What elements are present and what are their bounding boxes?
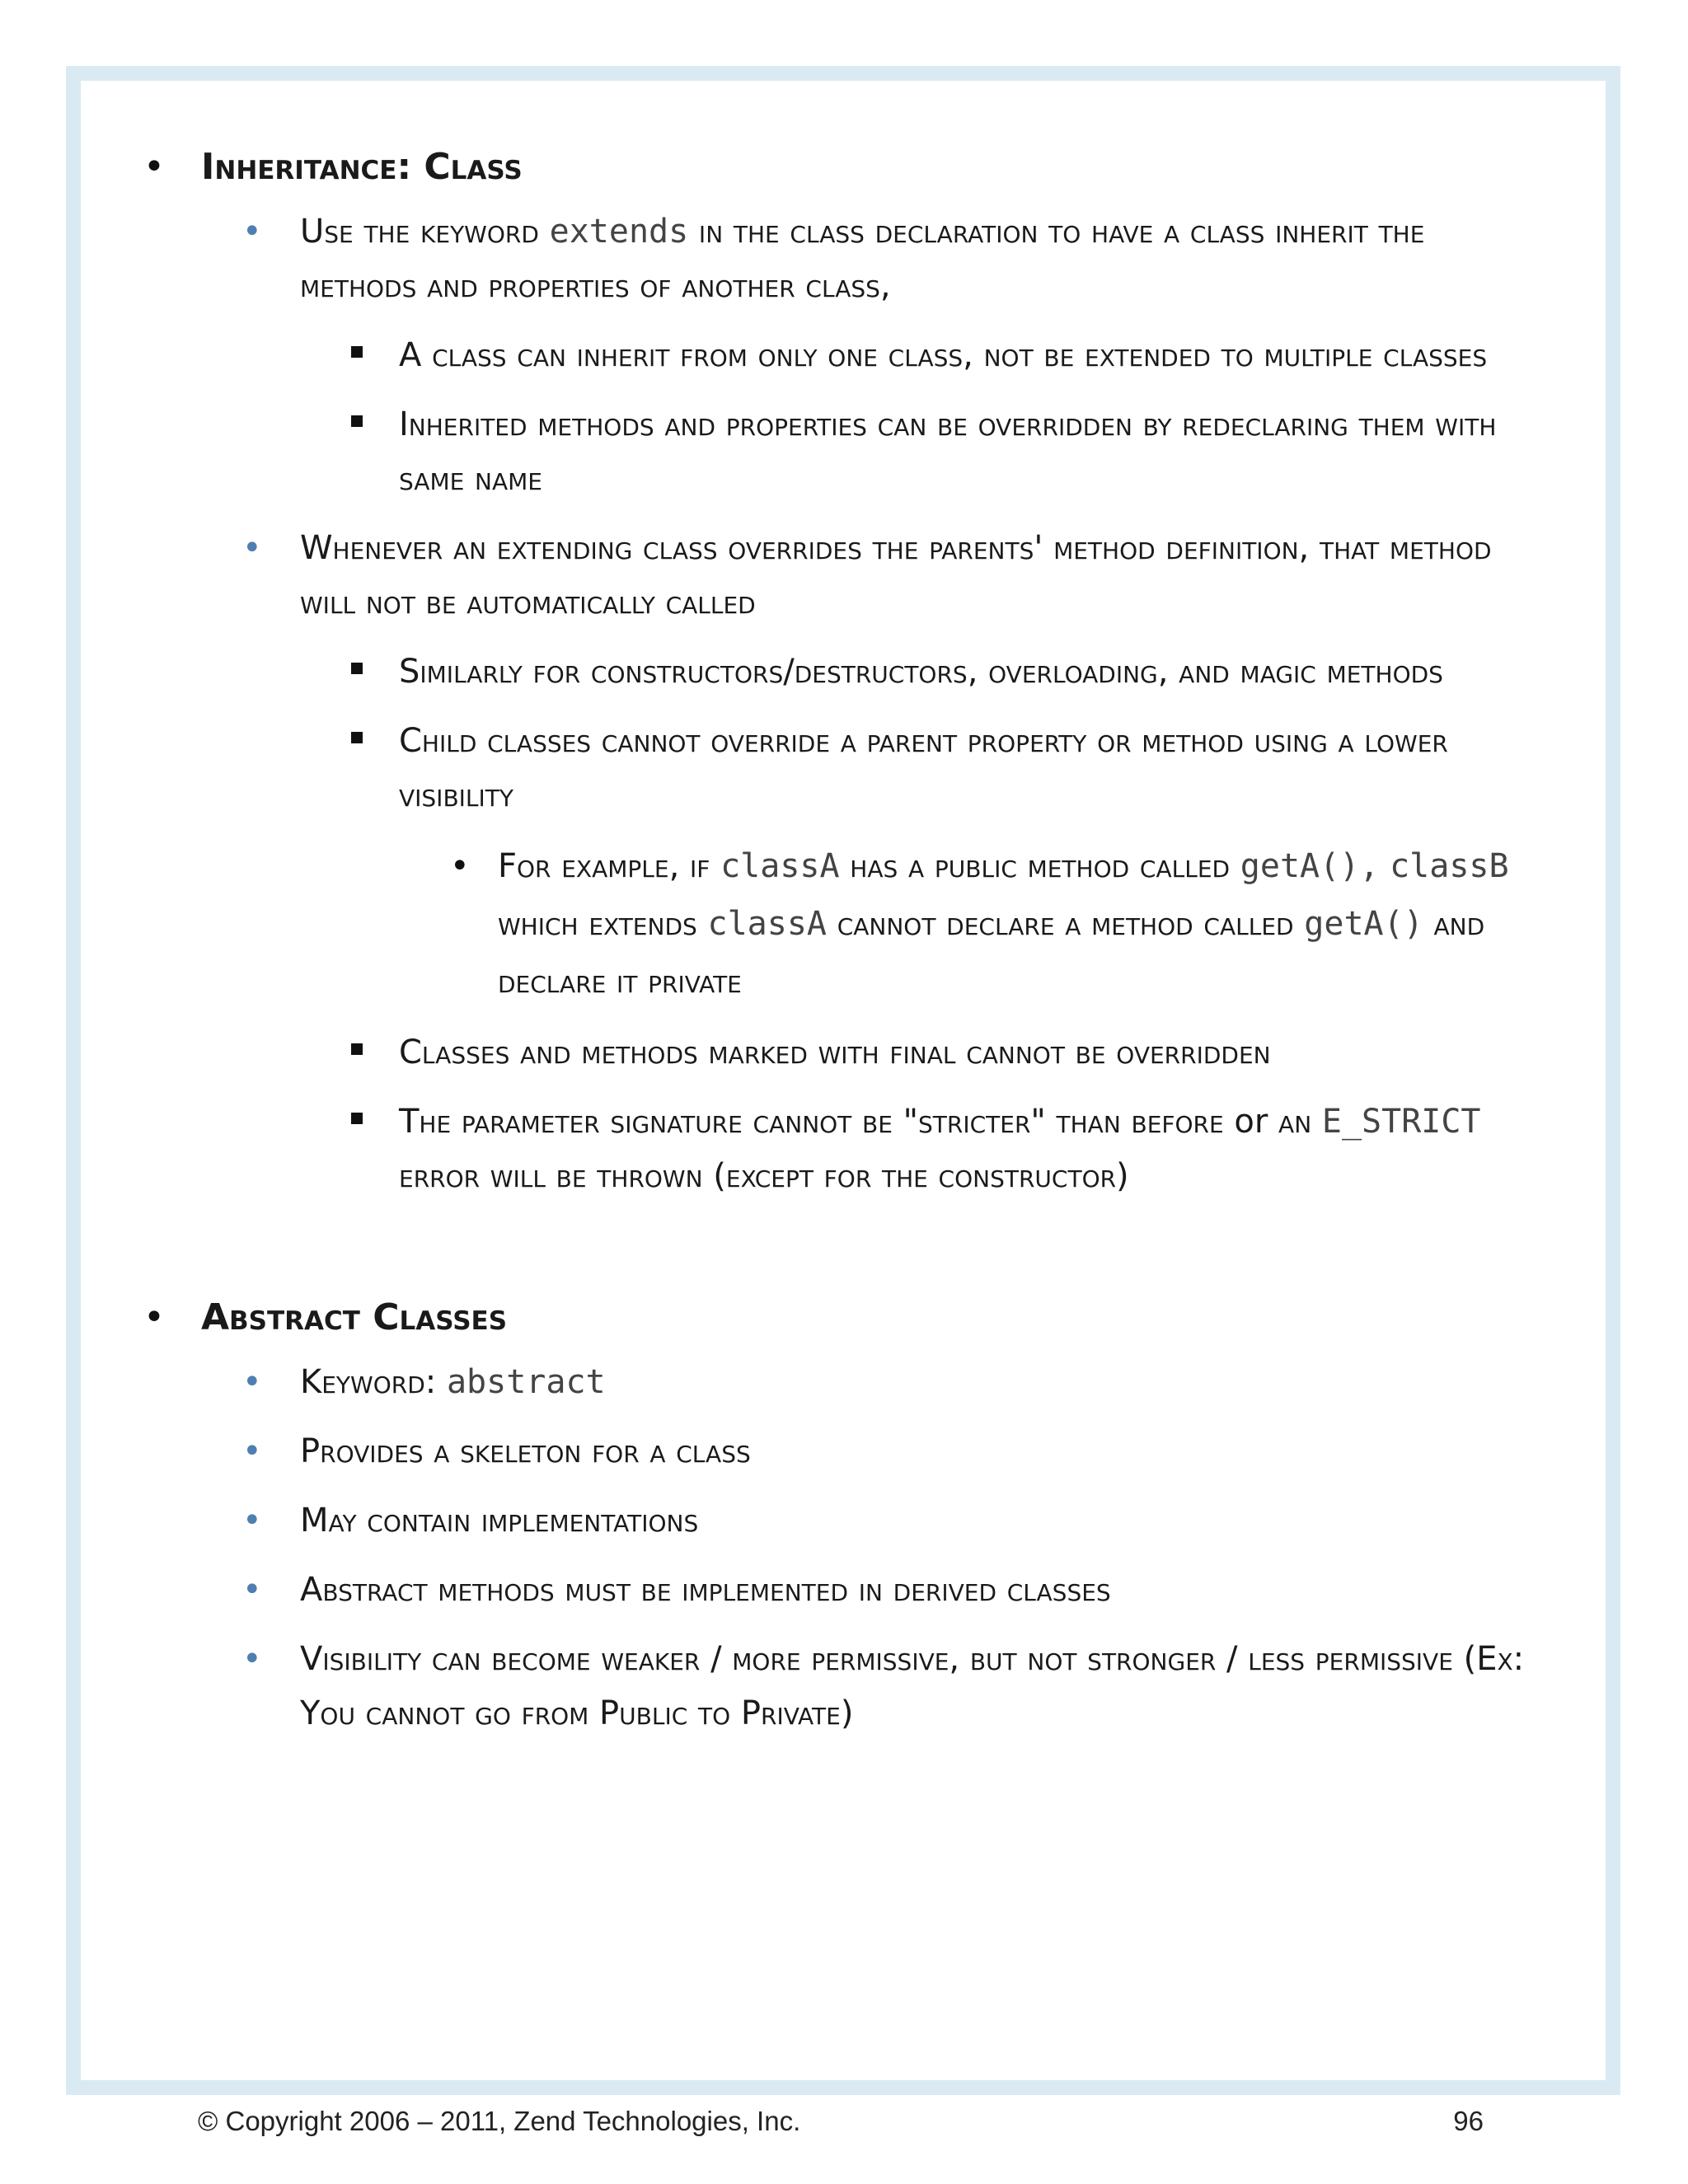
list-item	[399, 328, 1545, 382]
point-list	[143, 204, 1545, 1203]
point-list	[143, 1355, 1545, 1741]
code-term: E_STRICT	[1321, 1103, 1481, 1141]
subpoint-text	[399, 653, 1443, 691]
text-segment: May contain implementations	[300, 1502, 699, 1540]
text-segment: Abstract methods must be implemented in derived classes	[300, 1571, 1111, 1609]
point-text	[300, 1571, 1111, 1609]
text-segment: cannot declare a method called	[827, 905, 1305, 943]
list-item	[143, 204, 1545, 506]
subpoint-list	[300, 328, 1545, 506]
code-term: getA(),	[1240, 847, 1380, 885]
text-segment: For example, if	[498, 847, 721, 885]
point-text	[300, 1363, 606, 1401]
square-bullet-icon	[351, 663, 363, 674]
bullet-icon: •	[242, 1640, 262, 1678]
text-segment: The parameter signature cannot be "stricter" than before	[399, 1103, 1235, 1141]
square-bullet-icon	[351, 1043, 363, 1055]
point-text	[300, 213, 1424, 305]
text-segment: Child classes cannot override a parent property or method using a lower visibility	[399, 722, 1448, 814]
list-item	[143, 1493, 1545, 1548]
point-text	[300, 1640, 1524, 1732]
text-segment: an	[1268, 1103, 1322, 1141]
section-heading: • Abstract Classes	[143, 1291, 1545, 1345]
section	[143, 1291, 1545, 1741]
bullet-icon: •	[242, 213, 262, 251]
section	[143, 140, 1545, 1203]
text-segment: Keyword:	[300, 1363, 447, 1401]
subpoint-text	[399, 1103, 1481, 1195]
bullet-icon: •	[242, 1432, 262, 1470]
text-segment: Provides a skeleton for a class	[300, 1432, 751, 1470]
section-list	[143, 140, 1545, 1741]
text-segment: A class can inherit from only one class, not be extended to multiple classes	[399, 336, 1488, 374]
example-list	[399, 837, 1545, 1010]
list-item	[143, 1563, 1545, 1617]
list-item	[450, 837, 1545, 1010]
code-term: classA	[707, 905, 827, 943]
bullet-icon: •	[242, 1502, 262, 1540]
section-heading: • Inheritance: Class	[143, 140, 1545, 194]
text-segment: which extends	[498, 905, 708, 943]
text-segment: Visibility can become weaker / more permissive, but not stronger / less permissive (Ex: You cannot go from Public to Private)	[300, 1640, 1525, 1732]
code-term: extends	[549, 213, 689, 251]
bullet-icon: •	[242, 529, 262, 567]
text-segment	[1379, 847, 1390, 885]
list-item	[143, 1355, 1545, 1409]
footer-copyright: © Copyright 2006 – 2011, Zend Technologies, Inc.	[198, 2106, 801, 2136]
point-text	[300, 1432, 751, 1470]
text-segment: Classes and methods marked with final cannot be overridden	[399, 1033, 1271, 1071]
square-bullet-icon	[351, 415, 363, 427]
text-segment: in the class declaration to have a class inherit the methods and properties of another class,	[300, 213, 1425, 305]
text-segment: has a public method called	[839, 847, 1240, 885]
text-segment: or	[1234, 1103, 1268, 1141]
document-body	[143, 140, 1545, 1755]
subpoint-text	[399, 336, 1487, 374]
code-term: classA	[720, 847, 840, 885]
square-bullet-icon	[351, 732, 363, 743]
square-bullet-icon	[351, 1113, 363, 1124]
list-item	[399, 1025, 1545, 1080]
text-segment: Inherited methods and properties can be overridden by redeclaring them with same name	[399, 405, 1497, 498]
subpoint-list	[300, 644, 1545, 1203]
text-segment: and declare it private	[498, 905, 1485, 1001]
list-item	[399, 397, 1545, 506]
list-item	[399, 1094, 1545, 1203]
subpoint-text	[399, 405, 1496, 498]
list-item	[143, 1424, 1545, 1479]
bullet-icon: •	[450, 847, 470, 885]
text-segment: Similarly for constructors/destructors, overloading, and magic methods	[399, 653, 1443, 691]
square-bullet-icon	[351, 346, 363, 358]
bullet-icon: •	[242, 1363, 262, 1401]
bullet-icon: •	[242, 1571, 262, 1609]
text-segment: error will be thrown (except for the constructor)	[399, 1157, 1129, 1195]
list-item	[143, 521, 1545, 1203]
list-item	[399, 644, 1545, 699]
subpoint-text	[399, 1033, 1271, 1071]
subpoint-text	[399, 722, 1448, 814]
point-text	[300, 1502, 698, 1540]
example-text	[498, 847, 1509, 1001]
point-text	[300, 529, 1492, 621]
code-term: getA()	[1304, 905, 1423, 943]
list-item	[399, 714, 1545, 1010]
text-segment: Whenever an extending class overrides the parents' method definition, that method will not be automatically called	[300, 529, 1492, 621]
list-item	[143, 1632, 1545, 1741]
page-number: 96	[1453, 2106, 1484, 2136]
text-segment: Use the keyword	[300, 213, 550, 251]
code-term: classB	[1390, 847, 1509, 885]
code-term: abstract	[446, 1363, 606, 1401]
